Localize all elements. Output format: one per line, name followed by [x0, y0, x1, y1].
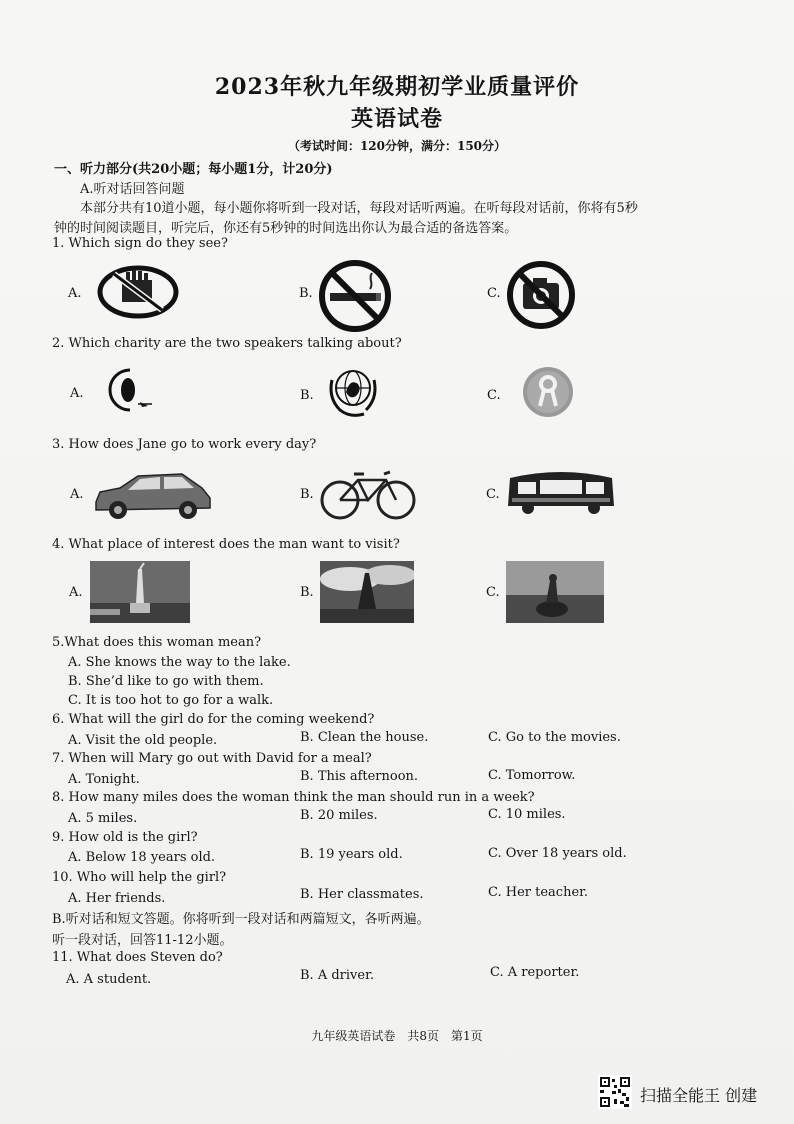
q8-option-c: C. 10 miles. [488, 807, 566, 822]
q10-option-b: B. Her classmates. [300, 887, 424, 902]
question-7: 7. When will Mary go out with David for a meal? [52, 751, 372, 766]
q2-option-b-label: B. [300, 388, 314, 403]
q1-option-c-label: C. [487, 286, 501, 301]
q4-option-a-label: A. [69, 585, 83, 600]
q6-option-a: A. Visit the old people. [68, 733, 218, 748]
instructions-line-1: 本部分共有10道小题，每小题你将听到一段对话，每段对话听两遍。在听每段对话前，你将有5秒 [80, 201, 638, 216]
q11-option-a: A. A student. [66, 972, 152, 987]
question-2: 2. Which charity are the two speakers talking about? [52, 336, 402, 351]
scanner-watermark: 扫描全能王 创建 [640, 1086, 758, 1105]
section-heading: 一、听力部分(共20小题；每小题1分，计20分) [54, 162, 333, 177]
q7-option-a: A. Tonight. [68, 772, 140, 787]
question-8: 8. How many miles does the woman think the man should run in a week? [52, 790, 535, 805]
q10-option-a: A. Her friends. [68, 891, 166, 906]
q5-option-a: A. She knows the way to the lake. [68, 655, 291, 670]
q10-option-c: C. Her teacher. [488, 885, 589, 900]
q11-option-b: B. A driver. [300, 968, 374, 983]
q2-option-c-label: C. [487, 388, 501, 403]
q9-option-c: C. Over 18 years old. [488, 846, 627, 861]
q11-option-c: C. A reporter. [490, 965, 580, 980]
q5-option-c: C. It is too hot to go for a walk. [68, 693, 274, 708]
q1-option-b-label: B. [299, 286, 313, 301]
part-b-subheading: 听一段对话，回答11-12小题。 [52, 933, 233, 948]
exam-subtitle: 英语试卷 [350, 106, 443, 132]
question-4: 4. What place of interest does the man want to visit? [52, 537, 400, 552]
eiffel-tower-photo [320, 561, 414, 623]
q7-option-c: C. Tomorrow. [488, 768, 576, 783]
q4-option-b-label: B. [300, 585, 314, 600]
q8-option-a: A. 5 miles. [68, 811, 138, 826]
q5-option-b: B. She’d like to go with them. [68, 674, 264, 689]
little-mermaid-photo [506, 561, 604, 623]
eye-charity-logo-icon [96, 366, 156, 416]
exam-info: （考试时间：120分钟，满分：150分） [287, 139, 507, 153]
no-smoking-sign-icon [318, 259, 392, 333]
no-photography-sign-icon [506, 259, 576, 331]
exam-title: 2023年秋九年级期初学业质量评价 [214, 74, 580, 100]
q8-option-b: B. 20 miles. [300, 808, 378, 823]
question-9: 9. How old is the girl? [52, 830, 198, 845]
question-5: 5.What does this woman mean? [52, 635, 262, 650]
q6-option-c: C. Go to the movies. [488, 730, 621, 745]
question-3: 3. How does Jane go to work every day? [52, 437, 317, 452]
question-1: 1. Which sign do they see? [52, 236, 228, 251]
q9-option-b: B. 19 years old. [300, 847, 403, 862]
q7-option-b: B. This afternoon. [300, 769, 419, 784]
page-footer: 九年级英语试卷 共8页 第1页 [311, 1029, 483, 1043]
q9-option-a: A. Below 18 years old. [68, 850, 216, 865]
question-10: 10. Who will help the girl? [52, 870, 227, 885]
q3-option-c-label: C. [486, 487, 500, 502]
instructions-line-2: 钟的时间阅读题目，听完后，你还有5秒钟的时间选出你认为最合适的备选答案。 [54, 221, 518, 236]
bus-icon [506, 466, 616, 518]
statue-of-liberty-photo [90, 561, 190, 623]
part-a-heading: A.听对话回答问题 [80, 182, 185, 197]
q3-option-b-label: B. [300, 487, 314, 502]
ribbon-charity-logo-icon [520, 364, 576, 420]
question-11: 11. What does Steven do? [52, 950, 223, 965]
qr-code-icon [598, 1075, 632, 1109]
q3-option-a-label: A. [70, 487, 84, 502]
q1-option-a-label: A. [68, 286, 82, 301]
bicycle-icon [318, 466, 418, 522]
part-b-heading: B.听对话和短文答题。你将听到一段对话和两篇短文，各听两遍。 [52, 912, 430, 927]
q2-option-a-label: A. [70, 386, 84, 401]
q4-option-c-label: C. [486, 585, 500, 600]
question-6: 6. What will the girl do for the coming weekend? [52, 712, 375, 727]
unicef-logo-icon [326, 362, 380, 418]
no-touching-sign-icon [96, 262, 180, 322]
car-icon [90, 468, 216, 520]
q6-option-b: B. Clean the house. [300, 730, 429, 745]
